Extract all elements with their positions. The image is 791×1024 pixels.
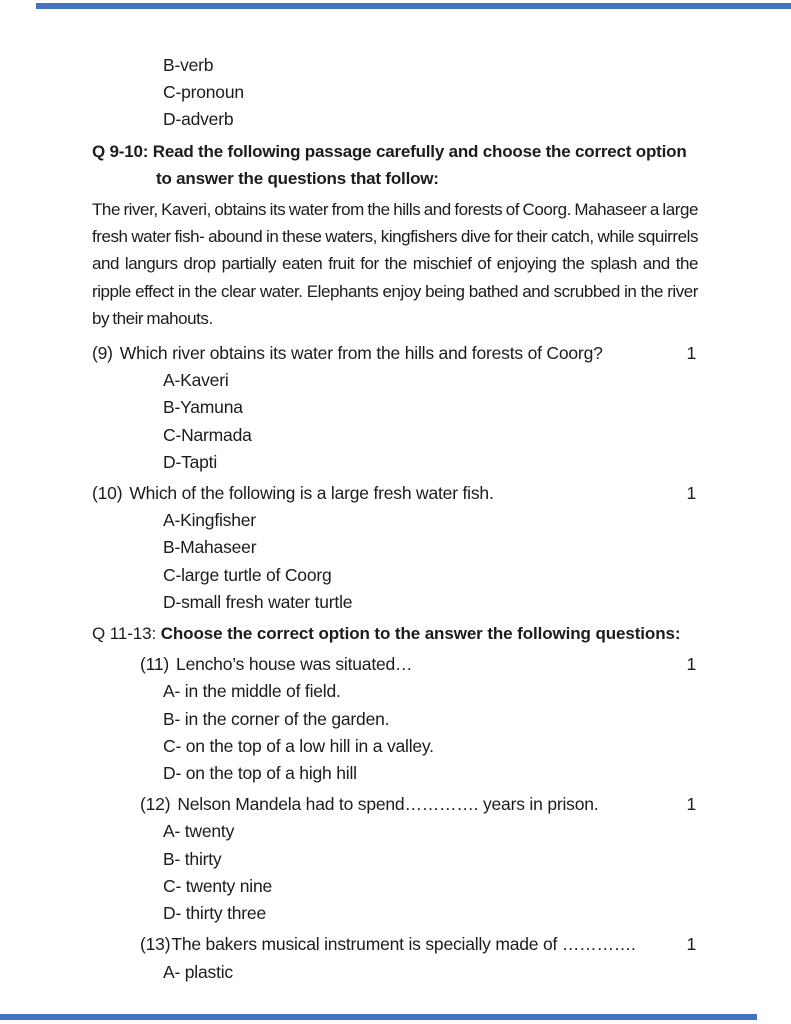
marks-value: 1: [686, 483, 696, 504]
page-border-bottom: [0, 1014, 757, 1020]
question-row: [92, 931, 699, 958]
reading-passage: The river, Kaveri, obtains its water from the hills and forests of Coorg. Mahaseer a large fresh water fish- abound in these waters, kingfishers dive for their catch, while squirrels and langurs drop partially eaten fruit for the mischief of enjoying the splash and the ripple effect in the clear water. Elephants enjoy being bathed and scrubbed in the river by their mahouts.: [92, 200, 698, 328]
question-text: Lencho’s house was situated…: [176, 654, 413, 675]
section-heading-prefix: Q 9-10:: [92, 141, 149, 161]
option-item: C- twenty nine: [163, 875, 273, 896]
section-heading-text: Choose the correct option to the answer the following questions:: [160, 624, 681, 644]
question-number: (12): [140, 794, 171, 815]
option-item: D- thirty three: [163, 903, 266, 924]
option-item: A- twenty: [163, 821, 235, 842]
question-number: (11): [140, 654, 170, 675]
option-item: A- in the middle of field.: [163, 681, 341, 702]
option-item: D-adverb: [163, 109, 234, 130]
question-block-13: [92, 931, 699, 985]
option-item: B-Mahaseer: [163, 537, 257, 558]
question-text: Which of the following is a large fresh water fish.: [129, 483, 494, 504]
section-heading-q11-13: [92, 620, 699, 647]
question-number: (9): [92, 343, 113, 364]
option-item: D-Tapti: [163, 451, 218, 472]
marks-value: 1: [686, 794, 696, 815]
option-item: C-large turtle of Coorg: [163, 564, 332, 585]
question-row: [92, 340, 699, 367]
option-item: C- on the top of a low hill in a valley.: [163, 735, 434, 756]
option-item: B-Yamuna: [163, 397, 243, 418]
option-item: B- in the corner of the garden.: [163, 708, 390, 729]
leading-option-list: [92, 52, 699, 134]
section-heading-q9-10: [92, 138, 699, 192]
marks-value: 1: [686, 343, 696, 364]
question-number: (13): [140, 934, 171, 955]
question-text: Which river obtains its water from the hills and forests of Coorg?: [119, 343, 603, 364]
option-item: D-small fresh water turtle: [163, 591, 353, 612]
section-heading-prefix: Q 11-13:: [92, 624, 157, 644]
marks-value: 1: [686, 654, 696, 675]
option-item: B-verb: [163, 55, 214, 75]
option-item: A- plastic: [163, 961, 233, 982]
question-text: Nelson Mandela had to spend…………. years in prison.: [177, 794, 599, 815]
page-border-top: [36, 3, 791, 9]
question-block-12: [92, 791, 699, 927]
question-block-10: [92, 480, 699, 616]
question-block-11: [92, 651, 699, 787]
section-heading-text: Read the following passage carefully and choose the correct option to answer the questions that follow:: [152, 141, 687, 188]
question-text: The bakers musical instrument is specially made of ………….: [171, 934, 636, 955]
option-item: C-pronoun: [163, 82, 244, 103]
question-row: [92, 791, 699, 818]
option-item: D- on the top of a high hill: [163, 763, 357, 784]
marks-value: 1: [686, 934, 696, 955]
question-block-9: [92, 340, 699, 476]
option-item: B- thirty: [163, 848, 222, 869]
option-item: A-Kingfisher: [163, 510, 256, 531]
question-number: (10): [92, 483, 123, 504]
question-row: [92, 480, 699, 507]
option-item: A-Kaveri: [163, 370, 229, 391]
option-item: C-Narmada: [163, 424, 252, 445]
question-row: [92, 651, 699, 678]
